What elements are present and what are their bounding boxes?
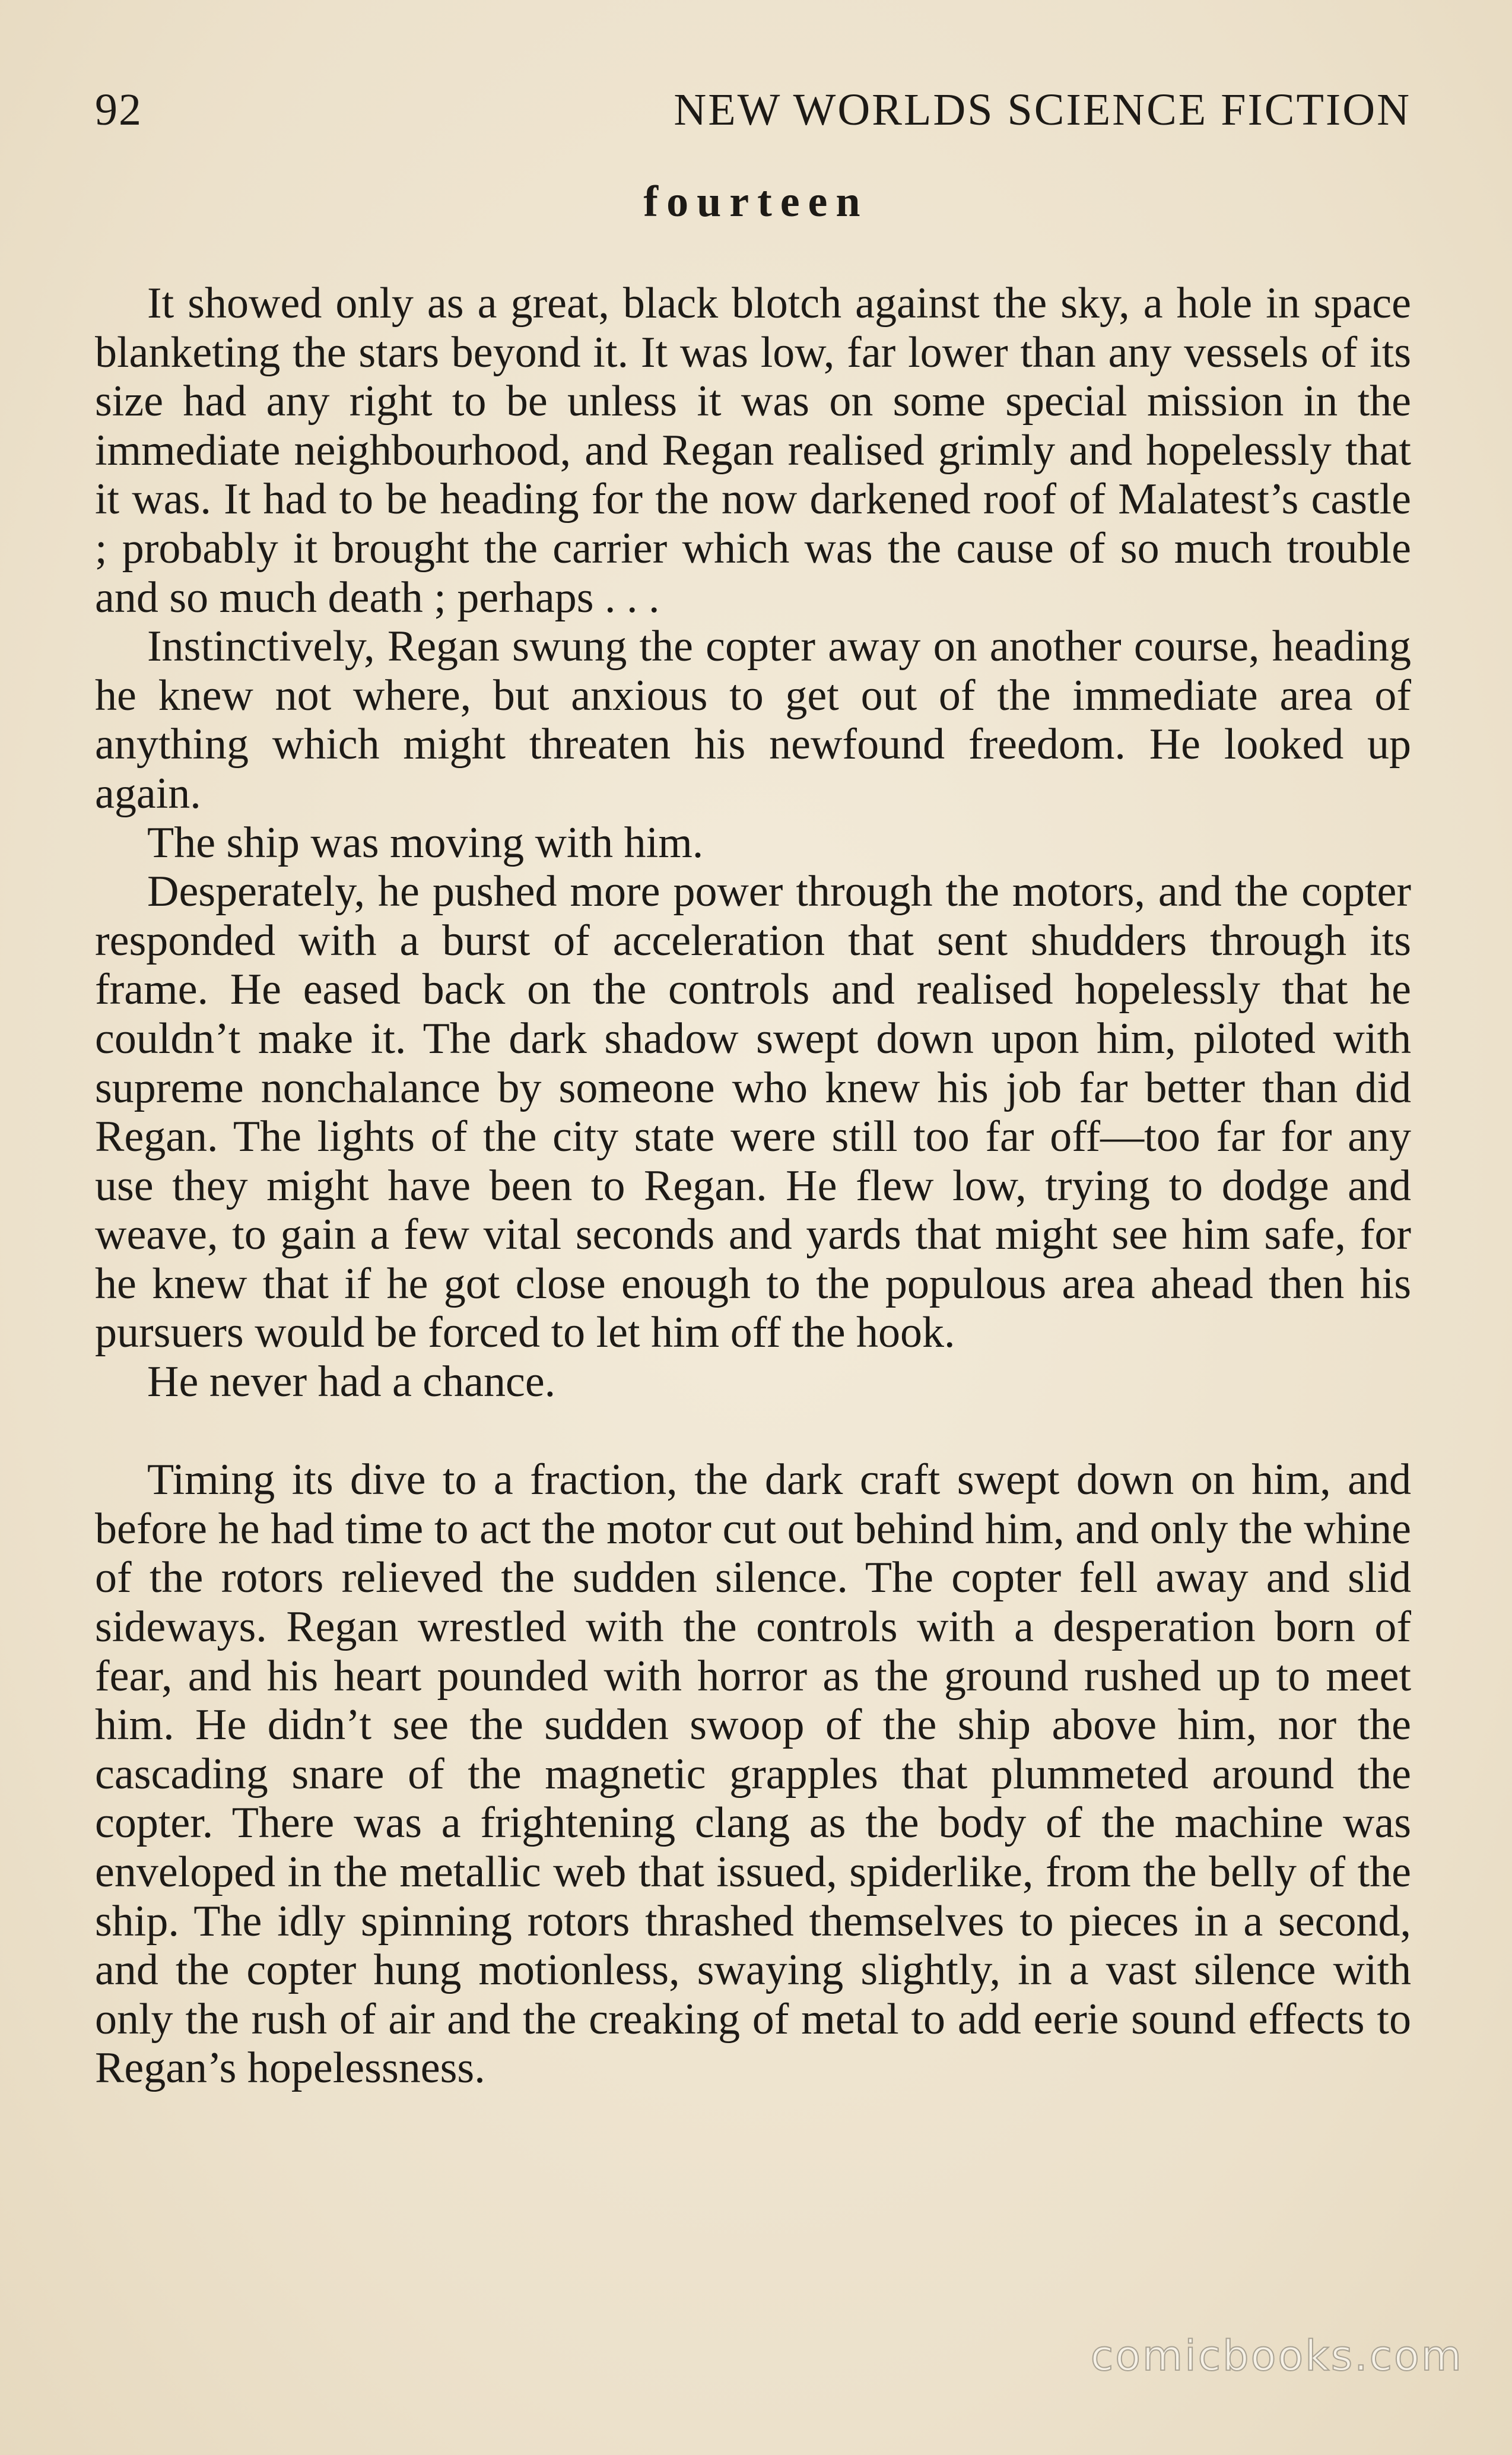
paragraph: The ship was moving with him. <box>147 818 704 867</box>
paragraph: It showed only as a great, black blotch against the sky, a hole in space blanketing the stars beyond it. It was low, far lower than any vessels of its size had any right to be unless it was on some special mission in the immediate neighbourhood, and Regan realised grimly and hopelessly that it was. It had to be heading for the now darkened roof of Malatest’s castle ; probably it brought the carrier which was the cause of so much trouble and so much death ; perhaps . . . <box>95 279 1411 622</box>
running-head <box>95 84 1411 138</box>
page-number: 92 <box>95 85 142 135</box>
watermark: comicbooks.com <box>1090 2332 1463 2380</box>
magazine-title: NEW WORLDS SCIENCE FICTION <box>674 85 1411 135</box>
paragraph: He never had a chance. <box>147 1357 556 1407</box>
paragraph: Timing its dive to a fraction, the dark craft swept down on him, and before he had time to act the motor cut out behind him, and only the whine of the rotors relieved the sudden silence. The copter fell away and slid sideways. Regan wrestled with the controls with a desperation born of fear, and his heart pounded with horror as the ground rushed up to meet him. He didn’t see the sudden swoop of the ship above him, nor the cascading snare of the magnetic grapples that plummeted around the copter. There was a frightening clang as the body of the machine was enveloped in the metallic web that issued, spiderlike, from the belly of the ship. The idly spinning rotors thrashed themselves to pieces in a second, and the copter hung motionless, swaying slightly, in a vast silence with only the rush of air and the creaking of metal to add eerie sound effects to Regan’s hopelessness. <box>95 1455 1411 2093</box>
chapter-heading: fourteen <box>643 177 869 226</box>
paragraph: Instinctively, Regan swung the copter away on another course, heading he knew not where, but anxious to get out of the immediate area of anything which might threaten his newfound freedom. He looked up again. <box>95 622 1411 818</box>
body-text <box>95 279 1411 2093</box>
paragraph: Desperately, he pushed more power through the motors, and the copter responded with a burst of acceleration that sent shudders through its frame. He eased back on the controls and realised hopelessly that he couldn’t make it. The dark shadow swept down upon him, piloted with supreme nonchalance by someone who knew his job far better than did Regan. The lights of the city state were still too far off—too far for any use they might have been to Regan. He flew low, trying to dodge and weave, to gain a few vital seconds and yards that might see him safe, for he knew that if he got close enough to the populous area ahead then his pursuers would be forced to let him off the hook. <box>95 867 1411 1357</box>
